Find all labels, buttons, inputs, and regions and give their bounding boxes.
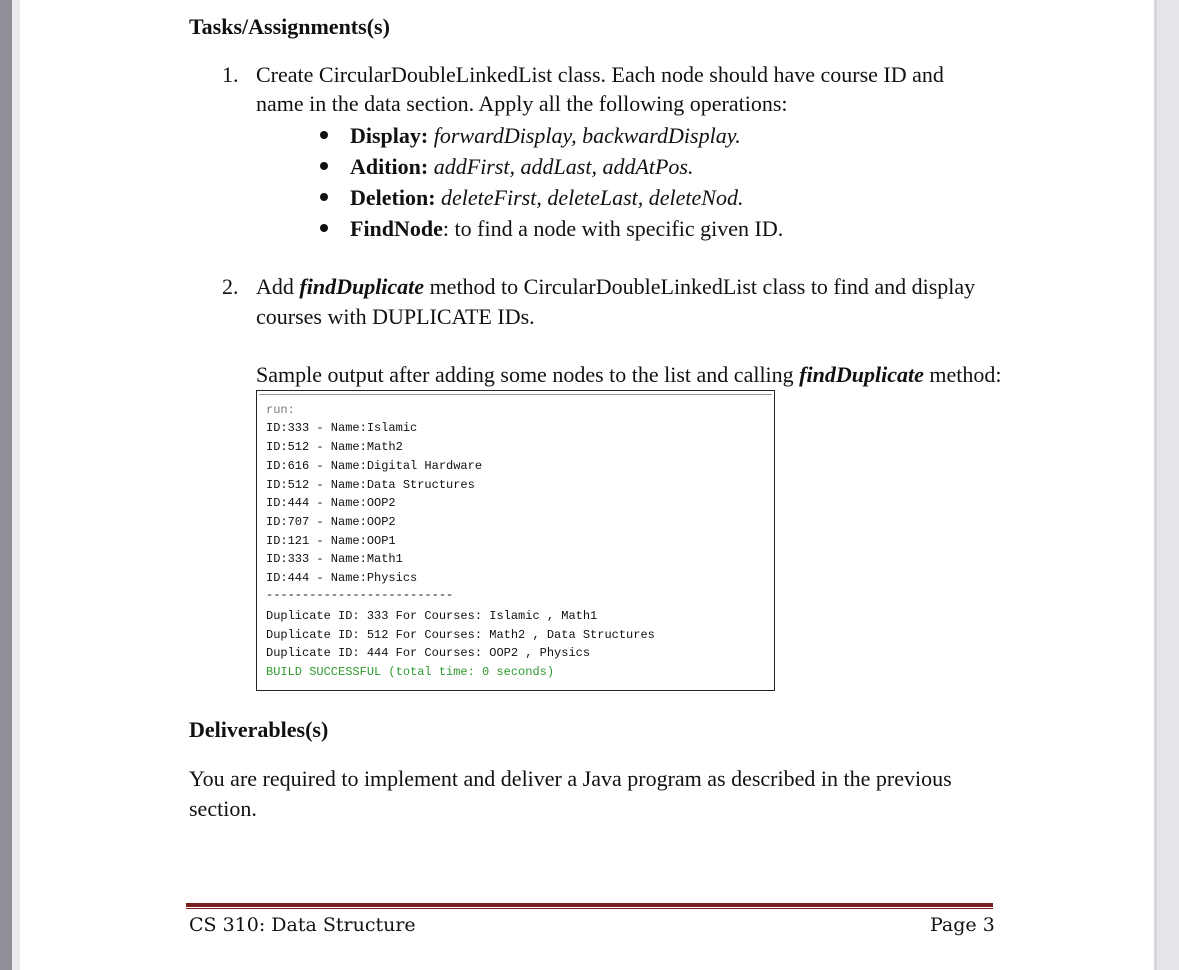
console-duplicate: Duplicate ID: 512 For Courses: Math2 , Data Structures <box>266 628 655 642</box>
bullet-icon <box>320 131 328 139</box>
item-2-line-1 <box>256 272 975 302</box>
viewer-right-gutter <box>1157 0 1179 970</box>
bullet-icon <box>320 224 328 232</box>
deliverables-heading: Deliverables(s) <box>189 717 329 742</box>
sample-caption <box>256 360 1001 390</box>
bullet-text: : to find a node with specific given ID. <box>442 216 784 241</box>
console-line: ID:444 - Name:Physics <box>266 571 418 585</box>
console-line: ID:121 - Name:OOP1 <box>266 534 396 548</box>
tasks-heading: Tasks/Assignments(s) <box>189 14 390 39</box>
footer-rule-thin <box>186 908 993 909</box>
bullet-label: Deletion: <box>350 185 436 210</box>
sample-post: method: <box>923 362 1002 387</box>
sample-method: findDuplicate <box>799 362 924 387</box>
item-2-method: findDuplicate <box>299 274 425 299</box>
item-2-pre: Add <box>256 274 300 299</box>
footer-page-number: Page 3 <box>930 914 995 936</box>
item-2-line-2: courses with DUPLICATE IDs. <box>256 304 535 329</box>
item-1-number: 1. <box>222 62 239 87</box>
console-separator: -------------------------- <box>266 588 454 602</box>
bullet-text: addFirst, addLast, addAtPos. <box>433 154 694 179</box>
console-line: ID:512 - Name:Math2 <box>266 440 403 454</box>
bullet-label: Display: <box>350 123 429 148</box>
footer-course: CS 310: Data Structure <box>189 914 416 936</box>
console-line: ID:616 - Name:Digital Hardware <box>266 459 483 473</box>
item-1-line-1: Create CircularDoubleLinkedList class. Each node should have course ID and <box>256 62 944 87</box>
bullet-label: FindNode <box>350 216 443 241</box>
console-line: ID:333 - Name:Islamic <box>266 421 418 435</box>
bullet-text: forwardDisplay, backwardDisplay. <box>433 123 741 148</box>
console-line: ID:333 - Name:Math1 <box>266 552 403 566</box>
bullet-findnode <box>320 214 783 244</box>
item-2-post: method to CircularDoubleLinkedList class to find and display <box>424 274 976 299</box>
console-run: run: <box>266 403 295 417</box>
viewer-left-gutter <box>12 0 20 970</box>
console-line: ID:707 - Name:OOP2 <box>266 515 396 529</box>
console-build-status: BUILD SUCCESSFUL (total time: 0 seconds) <box>266 665 555 679</box>
bullet-display <box>320 121 741 151</box>
deliverables-line-2: section. <box>189 796 257 821</box>
bullet-deletion <box>320 183 743 213</box>
sample-pre: Sample output after adding some nodes to the list and calling <box>256 362 800 387</box>
bullet-label: Adition: <box>350 154 429 179</box>
deliverables-line-1: You are required to implement and deliver a Java program as described in the previous <box>189 766 952 791</box>
viewer-left-edge <box>0 0 12 970</box>
item-1-line-2: name in the data section. Apply all the following operations: <box>256 91 788 116</box>
console-line: ID:444 - Name:OOP2 <box>266 496 396 510</box>
bullet-addition <box>320 152 694 182</box>
console-duplicate: Duplicate ID: 333 For Courses: Islamic , Math1 <box>266 609 598 623</box>
console-line: ID:512 - Name:Data Structures <box>266 478 475 492</box>
footer-rule-thick <box>186 903 993 907</box>
bullet-icon <box>320 162 328 170</box>
item-2-number: 2. <box>222 274 239 299</box>
bullet-icon <box>320 193 328 201</box>
console-output-box <box>256 390 775 691</box>
console-duplicate: Duplicate ID: 444 For Courses: OOP2 , Physics <box>266 646 591 660</box>
bullet-text: deleteFirst, deleteLast, deleteNod. <box>441 185 744 210</box>
